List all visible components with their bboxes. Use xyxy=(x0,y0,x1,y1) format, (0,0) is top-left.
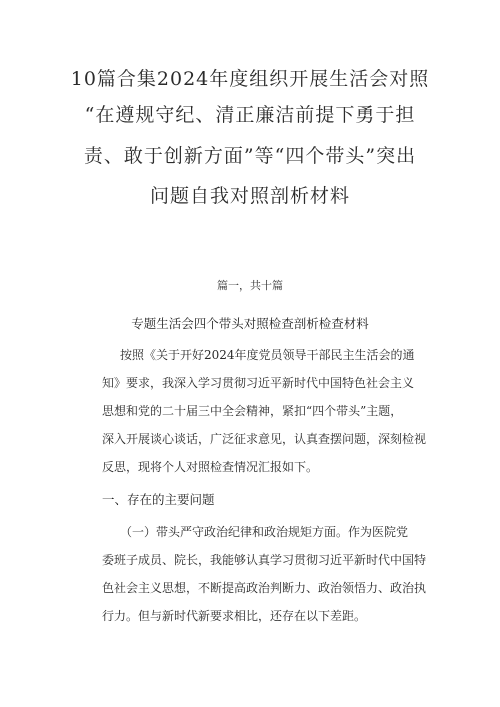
document-title-line-4: 问题自我对照剖析材料 xyxy=(149,185,350,207)
paragraph-line: 委班子成员、院长，我能够认真学习贯彻习近平新时代中国特 xyxy=(102,553,427,567)
article-heading: 专题生活会四个带头对照检查剖析检查材料 xyxy=(131,316,369,331)
intro-line: 按照《关于开好2024年度党员领导干部民主生活会的通 xyxy=(120,348,415,362)
intro-line: 反思，现将个人对照检查情况汇报如下。 xyxy=(102,460,319,474)
intro-line: 思想和党的二十届三中全会精神，紧扣“四个带头”主题， xyxy=(102,404,403,418)
section-heading: 一、存在的主要问题 xyxy=(102,492,215,507)
document-title-line-3: 责、敢于创新方面”等“四个带头”突出 xyxy=(83,145,417,167)
document-title-line-2: “在遵规守纪、清正廉洁前提下勇于担 xyxy=(84,104,416,126)
document-title-line-1: 10篇合集2024年度组织开展生活会对照 xyxy=(70,68,430,90)
article-index: 篇一，共十篇 xyxy=(217,279,283,292)
paragraph-line: （一）带头严守政治纪律和政治规矩方面。作为医院党 xyxy=(120,525,409,539)
paragraph-line: 行力。但与新时代新要求相比，还存在以下差距。 xyxy=(102,609,367,623)
intro-line: 知》要求，我深入学习贯彻习近平新时代中国特色社会主义 xyxy=(102,376,415,390)
intro-line: 深入开展谈心谈话，广泛征求意见，认真查摆问题，深刻检视 xyxy=(102,432,427,446)
paragraph-line: 色社会主义思想，不断提高政治判断力、政治领悟力、政治执 xyxy=(102,581,427,595)
